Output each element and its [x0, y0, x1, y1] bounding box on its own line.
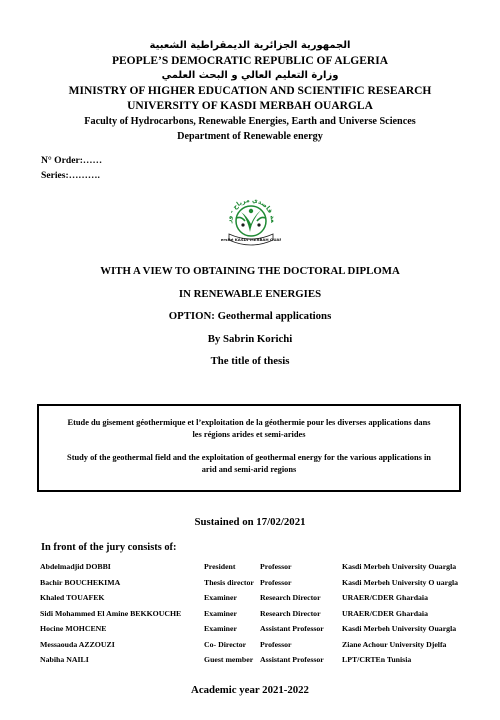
- jury-member-institution: Kasdi Merbeh University Ouargla: [342, 562, 457, 571]
- jury-member-grade: Professor: [260, 577, 292, 587]
- jury-row: [40, 640, 480, 656]
- jury-member-name: Bachir BOUCHEKIMA: [40, 577, 121, 587]
- jury-member-institution: URAER/CDER Ghardaia: [342, 593, 428, 602]
- jury-member-name: Messaouda AZZOUZI: [40, 639, 115, 649]
- thesis-title-french-line-2: les régions arides et semi-arides: [192, 430, 306, 439]
- jury-member-institution: Kasdi Merbeh University O uargla: [342, 577, 459, 587]
- jury-member-role: Examiner: [204, 624, 237, 633]
- jury-member-role: Co- Director: [204, 639, 247, 649]
- jury-member-role: President: [204, 562, 236, 571]
- republic-name: PEOPLE’S DEMOCRATIC REPUBLIC OF ALGERIA: [111, 55, 389, 67]
- jury-member-grade: Research Director: [260, 608, 321, 618]
- thesis-title-label: The title of thesis: [210, 355, 290, 367]
- jury-heading: In front of the jury consists of:: [41, 542, 177, 553]
- jury-row: [40, 593, 480, 609]
- jury-member-grade: Assistant Professor: [260, 624, 324, 633]
- jury-member-role: Examiner: [204, 593, 237, 602]
- jury-row: [40, 624, 480, 640]
- jury-member-grade: Professor: [260, 639, 292, 649]
- jury-member-role: Thesis director: [204, 577, 254, 587]
- thesis-title-french-line-1: Etude du gisement géothermique et l’exploitation de la géothermie pour les diverses applications dans: [67, 418, 431, 427]
- jury-member-name: Khaled TOUAFEK: [40, 593, 105, 602]
- department-name: Department of Renewable energy: [177, 131, 323, 142]
- jury-member-grade: Professor: [260, 562, 292, 571]
- thesis-title-box: [37, 404, 461, 492]
- jury-member-institution: LPT/CRTEn Tunisia: [342, 655, 412, 664]
- author-name: By Sabrin Korichi: [207, 333, 293, 345]
- faculty-name: Faculty of Hydrocarbons, Renewable Energies, Earth and Universe Sciences: [84, 116, 416, 127]
- jury-row: [40, 655, 480, 671]
- ministry-name: MINISTRY OF HIGHER EDUCATION AND SCIENTIFIC RESEARCH: [68, 85, 432, 97]
- jury-member-grade: Assistant Professor: [260, 655, 324, 664]
- jury-member-institution: URAER/CDER Ghardaia: [342, 608, 428, 618]
- jury-row: [40, 578, 480, 594]
- diploma-line-1: WITH A VIEW TO OBTAINING THE DOCTORAL DIPLOMA: [100, 265, 400, 277]
- jury-member-institution: Ziane Achour University Djelfa: [342, 639, 447, 649]
- jury-member-name: Nabiha NAILI: [40, 655, 89, 664]
- arabic-republic-name: الجمهورية الجزائرية الديمقراطية الشعبية: [149, 40, 351, 51]
- thesis-title-english-line-2: arid and semi-arid regions: [201, 465, 297, 474]
- logo-banner-text: ersité KASDI-MERBAH OUA: [221, 237, 280, 242]
- jury-table: [40, 562, 480, 671]
- jury-member-name: Sidi Mohammed El Amine BEKKOUCHE: [40, 608, 182, 618]
- diploma-option: OPTION: Geothermal applications: [168, 310, 332, 322]
- jury-member-name: Hocine MOHCENE: [40, 624, 107, 633]
- jury-member-institution: Kasdi Merbeh University Ouargla: [342, 624, 457, 633]
- logo-arc-text: عة قاصدي مرباح - ور: [225, 196, 277, 224]
- jury-row: [40, 609, 480, 625]
- sustained-date: Sustained on 17/02/2021: [194, 516, 306, 528]
- jury-member-grade: Research Director: [260, 593, 321, 602]
- arabic-ministry-name: وزارة التعليم العالي و البحث العلمي: [161, 70, 339, 81]
- thesis-title-english-line-1: Study of the geothermal field and the exploitation of geothermal energy for the various applications in: [67, 453, 431, 462]
- university-logo-icon: [221, 188, 281, 250]
- order-number: N° Order:……: [41, 155, 103, 166]
- diploma-line-2: IN RENEWABLE ENERGIES: [178, 288, 322, 300]
- university-name: UNIVERSITY OF KASDI MERBAH OUARGLA: [127, 100, 373, 112]
- jury-row: [40, 562, 480, 578]
- jury-member-role: Examiner: [204, 608, 237, 618]
- academic-year: Academic year 2021-2022: [191, 684, 309, 696]
- jury-member-role: Guest member: [204, 655, 254, 664]
- jury-member-name: Abdelmadjid DOBBI: [40, 562, 111, 571]
- series-number: Series:……….: [41, 170, 100, 181]
